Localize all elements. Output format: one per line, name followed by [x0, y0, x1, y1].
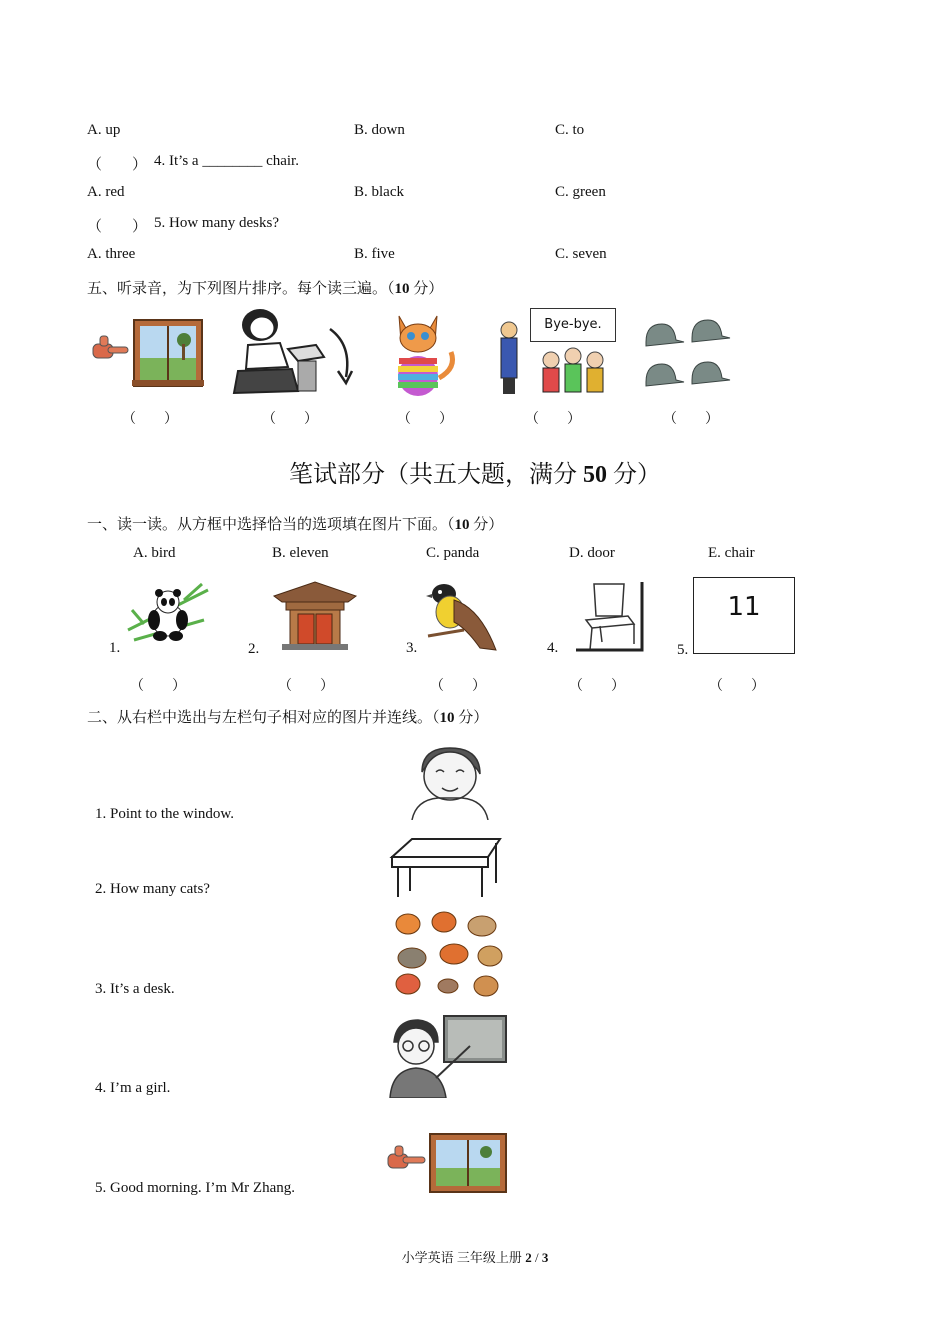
q5-option-b: B. five: [354, 246, 395, 262]
part1-number-5: 5.: [677, 642, 689, 658]
desk-icon: [392, 839, 500, 897]
colored-egg-icon: [398, 356, 438, 396]
window-icon: [430, 1134, 506, 1192]
blackboard-icon: [444, 1016, 506, 1062]
bye-bye-speech-bubble: Bye-bye.: [530, 308, 616, 342]
written-part-heading: 笔试部分（共五大题，满分 50 分）: [289, 462, 661, 488]
part1-number-3: 3.: [406, 640, 418, 656]
desk-picture[interactable]: [388, 835, 506, 901]
q5-option-a: A. three: [87, 246, 136, 262]
part1-option-e: E. chair: [708, 545, 755, 561]
part1-number-1: 1.: [109, 640, 121, 656]
part2-sentence-4: 4. I’m a girl.: [95, 1080, 171, 1096]
q4-option-b: B. black: [354, 184, 404, 200]
number-eleven-box: [693, 577, 795, 654]
cats-picture[interactable]: [388, 910, 508, 998]
part1-option-a: A. bird: [133, 545, 176, 561]
teacher-icon: [501, 322, 517, 394]
teacher-picture[interactable]: [386, 1012, 510, 1098]
part1-title: 一、读一读。从方框中选择恰当的选项填在图片下面。（10 分）: [87, 517, 504, 533]
part1-answer-4[interactable]: （ ）: [569, 679, 625, 694]
pointing-hand-icon: [388, 1146, 425, 1168]
chair-icon: [586, 584, 634, 650]
section5-answer-3[interactable]: （ ）: [397, 412, 453, 427]
q4-paren: （ ）: [87, 157, 148, 173]
q5-text: 5. How many desks?: [154, 215, 279, 231]
chair-picture: [574, 580, 646, 652]
q5-paren: （ ）: [87, 219, 148, 235]
q4-option-c: C. green: [555, 184, 606, 200]
part1-answer-1[interactable]: （ ）: [130, 679, 186, 694]
part2-sentence-3: 3. It’s a desk.: [95, 981, 175, 997]
children-icon: [543, 348, 603, 392]
section5-title: 五、听录音，为下列图片排序。每个读三遍。（10 分）: [87, 281, 444, 297]
caps-picture: [640, 312, 735, 392]
q3-option-a: A. up: [87, 122, 121, 138]
section5-answer-1[interactable]: （ ）: [122, 412, 178, 427]
section5-answer-2[interactable]: （ ）: [262, 412, 318, 427]
pointing-hand-icon: [93, 336, 128, 358]
part1-answer-3[interactable]: （ ）: [430, 679, 486, 694]
down-arrow-icon: [330, 329, 352, 383]
q4-option-a: A. red: [87, 184, 125, 200]
part1-number-4: 4.: [547, 640, 559, 656]
cap-icon: [646, 320, 730, 386]
part2-sentence-5: 5. Good morning. I’m Mr Zhang.: [95, 1180, 295, 1196]
door-picture: [272, 580, 358, 652]
page-footer: 小学英语 三年级上册 2 / 3: [401, 1250, 549, 1265]
part1-option-b: B. eleven: [272, 545, 329, 561]
part2-sentence-2: 2. How many cats?: [95, 881, 210, 897]
panda-picture: [124, 580, 210, 644]
section5-answer-5[interactable]: （ ）: [663, 412, 719, 427]
part1-number-2: 2.: [248, 641, 260, 657]
part1-option-c: C. panda: [426, 545, 480, 561]
point-window-picture-2[interactable]: [386, 1130, 510, 1196]
door-icon: [274, 582, 356, 650]
section5-answer-4[interactable]: （ ）: [525, 412, 581, 427]
cat-icon: [396, 912, 502, 996]
q4-text: 4. It’s a ________ chair.: [154, 153, 299, 169]
girl-picture[interactable]: [382, 742, 517, 820]
part2-sentence-1: 1. Point to the window.: [95, 806, 235, 822]
part2-title: 二、从右栏中选出与左栏句子相对应的图片并连线。（10 分）: [87, 710, 489, 726]
part1-answer-2[interactable]: （ ）: [278, 679, 334, 694]
bird-icon: [426, 584, 496, 650]
cat-egg-picture: [385, 308, 463, 398]
q5-option-c: C. seven: [555, 246, 607, 262]
sit-down-picture: [228, 305, 358, 397]
girl-icon: [412, 748, 488, 820]
q3-option-c: C. to: [555, 122, 585, 138]
sitting-girl-icon: [234, 309, 324, 393]
bird-picture: [424, 578, 502, 654]
number-eleven-text: 11: [727, 592, 761, 622]
part1-option-d: D. door: [569, 545, 615, 561]
point-window-picture: [90, 310, 205, 392]
q3-option-b: B. down: [354, 122, 405, 138]
part1-answer-5[interactable]: （ ）: [709, 679, 765, 694]
window-icon: [132, 320, 204, 386]
